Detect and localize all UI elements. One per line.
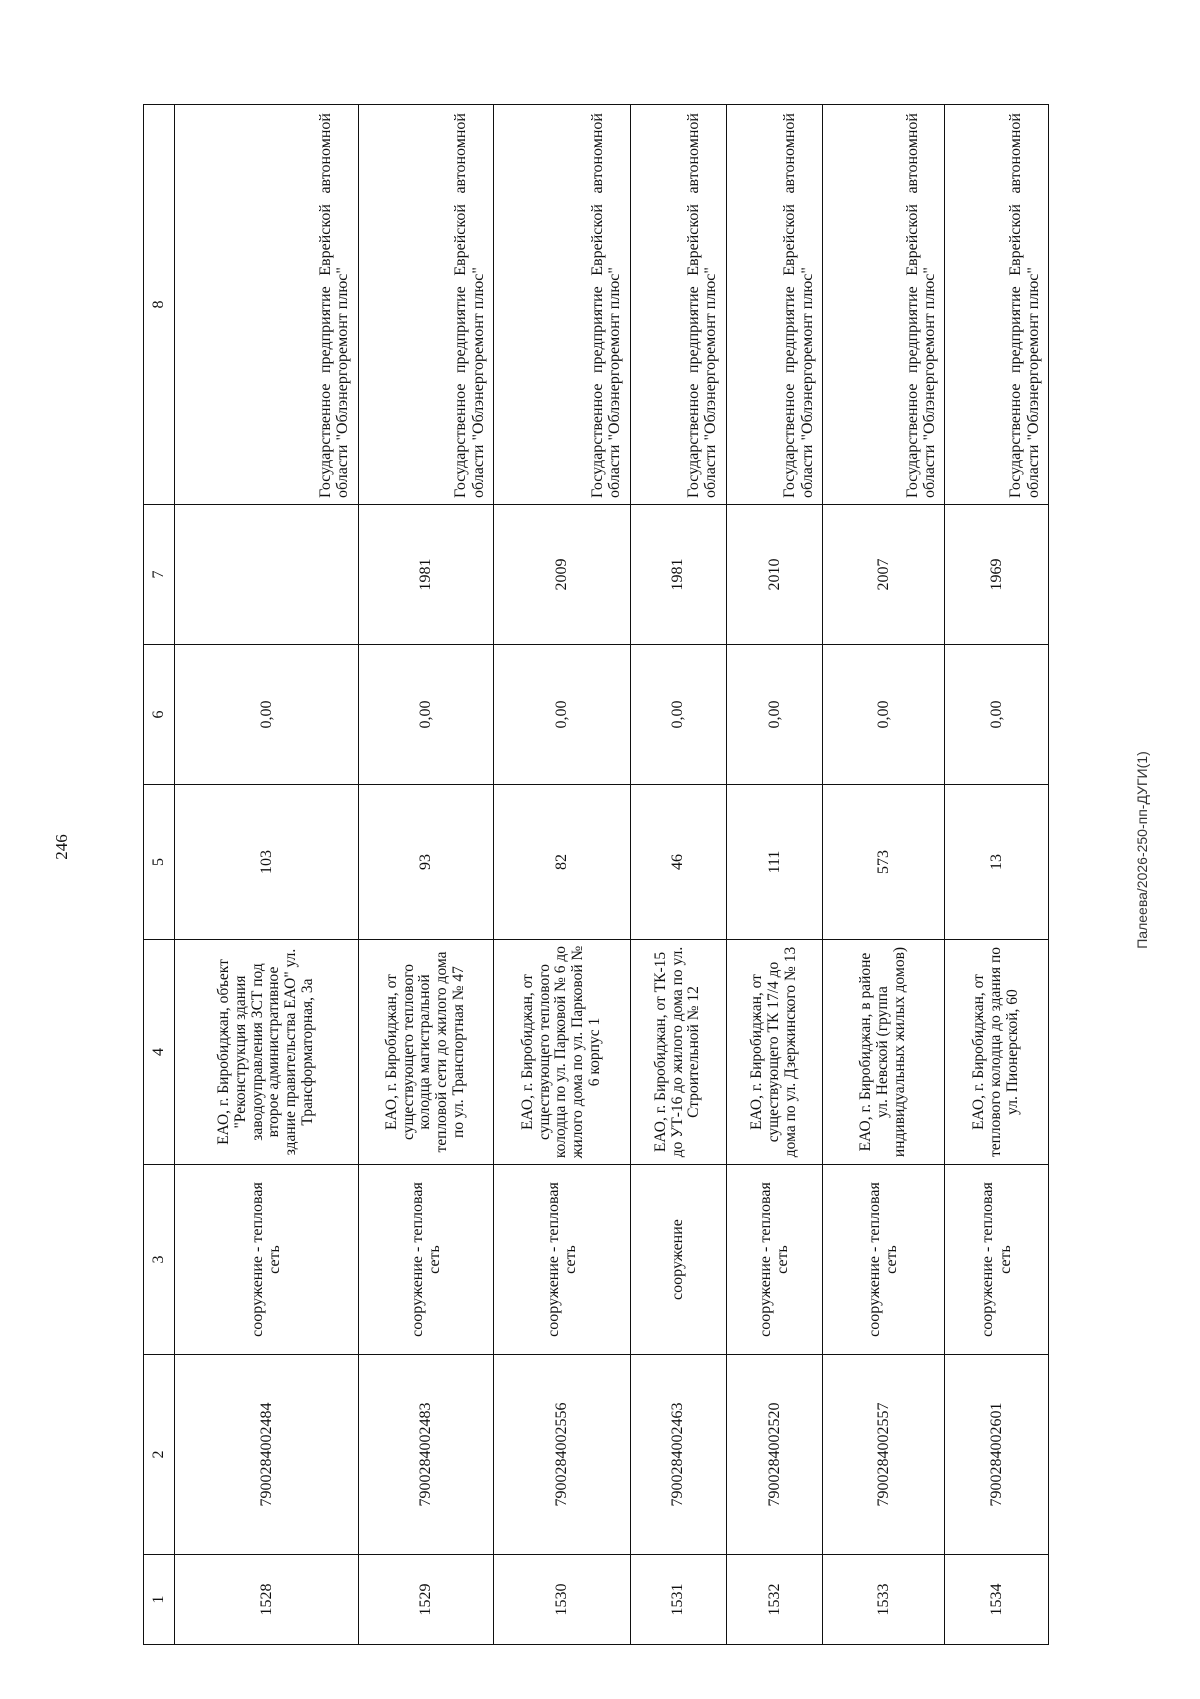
rights-holder [726, 105, 822, 505]
row-number: 1528 [175, 1555, 359, 1645]
object-year: 2010 [726, 505, 822, 645]
rights-holder-text: Государственное предприятие Еврейской автономной области "Облэнергоремонт плюс" [781, 113, 816, 498]
rights-holder-text: Государственное предприятие Еврейской автономной области "Облэнергоремонт плюс" [452, 113, 487, 498]
object-address: ЕАО, г. Биробиджан, от существующего теплового колодца по ул. Парковой № 6 до жилого дома по ул. Парковой № 6 корпус 1 [494, 940, 631, 1165]
column-header: 4 [144, 940, 175, 1165]
cadastral-number: 7900284002463 [630, 1355, 726, 1555]
rights-holder [494, 105, 631, 505]
rights-holder [945, 105, 1049, 505]
object-address: ЕАО, г. Биробиджан, от существующего ТК 17/4 до дома по ул. Дзержинского № 13 [726, 940, 822, 1165]
object-address: ЕАО, г. Биробиджан, от существующего теплового колодца магистральной тепловой сети до жилого дома по ул. Транспортная № 47 [358, 940, 493, 1165]
column-header: 8 [144, 105, 175, 505]
table-row [630, 105, 726, 1645]
object-value: 0,00 [822, 645, 944, 785]
table-row [175, 105, 359, 1645]
object-address: ЕАО, г. Биробиджан, от ТК-15 до УТ-16 до жилого дома по ул. Строительной № 12 [630, 940, 726, 1165]
object-type: сооружение - тепловая сеть [726, 1165, 822, 1355]
row-number: 1531 [630, 1555, 726, 1645]
object-type: сооружение - тепловая сеть [494, 1165, 631, 1355]
cadastral-number: 7900284002520 [726, 1355, 822, 1555]
object-address: ЕАО, г. Биробиджан, в районе ул. Невской (группа индивидуальных жилых домов) [822, 940, 944, 1165]
object-length: 82 [494, 785, 631, 940]
object-type: сооружение - тепловая сеть [822, 1165, 944, 1355]
cadastral-number: 7900284002556 [494, 1355, 631, 1555]
object-length: 111 [726, 785, 822, 940]
column-header: 5 [144, 785, 175, 940]
object-address: ЕАО, г. Биробиджан, от теплового колодца до здания по ул. Пионерской, 60 [945, 940, 1049, 1165]
cadastral-number: 7900284002601 [945, 1355, 1049, 1555]
header-row [144, 105, 175, 1645]
row-number: 1532 [726, 1555, 822, 1645]
rights-holder [822, 105, 944, 505]
cadastral-number: 7900284002557 [822, 1355, 944, 1555]
table-row [822, 105, 944, 1645]
table-row [945, 105, 1049, 1645]
rights-holder [175, 105, 359, 505]
column-header: 3 [144, 1165, 175, 1355]
row-number: 1529 [358, 1555, 493, 1645]
row-number: 1534 [945, 1555, 1049, 1645]
object-value: 0,00 [494, 645, 631, 785]
object-value: 0,00 [358, 645, 493, 785]
rights-holder-text: Государственное предприятие Еврейской автономной области "Облэнергоремонт плюс" [903, 113, 938, 498]
registry-table-wrapper [143, 105, 1049, 1645]
object-type: сооружение [630, 1165, 726, 1355]
column-header: 6 [144, 645, 175, 785]
object-value: 0,00 [175, 645, 359, 785]
cadastral-number: 7900284002483 [358, 1355, 493, 1555]
table-row [494, 105, 631, 1645]
rights-holder-text: Государственное предприятие Еврейской автономной области "Облэнергоремонт плюс" [685, 113, 720, 498]
cadastral-number: 7900284002484 [175, 1355, 359, 1555]
document-code: Палеева/2026-250-пп-ДУГИ(1) [1134, 751, 1150, 949]
object-length: 13 [945, 785, 1049, 940]
column-header: 2 [144, 1355, 175, 1555]
column-header: 1 [144, 1555, 175, 1645]
property-registry-table [143, 104, 1049, 1645]
object-length: 93 [358, 785, 493, 940]
row-number: 1533 [822, 1555, 944, 1645]
object-year: 1981 [630, 505, 726, 645]
rights-holder-text: Государственное предприятие Еврейской автономной области "Облэнергоремонт плюс" [589, 113, 624, 498]
rights-holder-text: Государственное предприятие Еврейской автономной области "Облэнергоремонт плюс" [1007, 113, 1042, 498]
rights-holder-text: Государственное предприятие Еврейской автономной области "Облэнергоремонт плюс" [317, 113, 352, 498]
object-type: сооружение - тепловая сеть [945, 1165, 1049, 1355]
object-value: 0,00 [630, 645, 726, 785]
object-length: 573 [822, 785, 944, 940]
table-row [358, 105, 493, 1645]
object-value: 0,00 [945, 645, 1049, 785]
object-year: 1981 [358, 505, 493, 645]
rights-holder [358, 105, 493, 505]
column-header: 7 [144, 505, 175, 645]
object-year [175, 505, 359, 645]
object-type: сооружение - тепловая сеть [175, 1165, 359, 1355]
rights-holder [630, 105, 726, 505]
object-value: 0,00 [726, 645, 822, 785]
object-year: 2009 [494, 505, 631, 645]
object-year: 2007 [822, 505, 944, 645]
object-address: ЕАО, г. Биробиджан, объект "Реконструкция здания заводоуправления ЗСТ под второе административное здание правительства ЕАО" ул. Трансформаторная, 3а [175, 940, 359, 1165]
object-year: 1969 [945, 505, 1049, 645]
row-number: 1530 [494, 1555, 631, 1645]
object-length: 103 [175, 785, 359, 940]
object-type: сооружение - тепловая сеть [358, 1165, 493, 1355]
table-row [726, 105, 822, 1645]
page-number: 246 [52, 834, 71, 860]
object-length: 46 [630, 785, 726, 940]
